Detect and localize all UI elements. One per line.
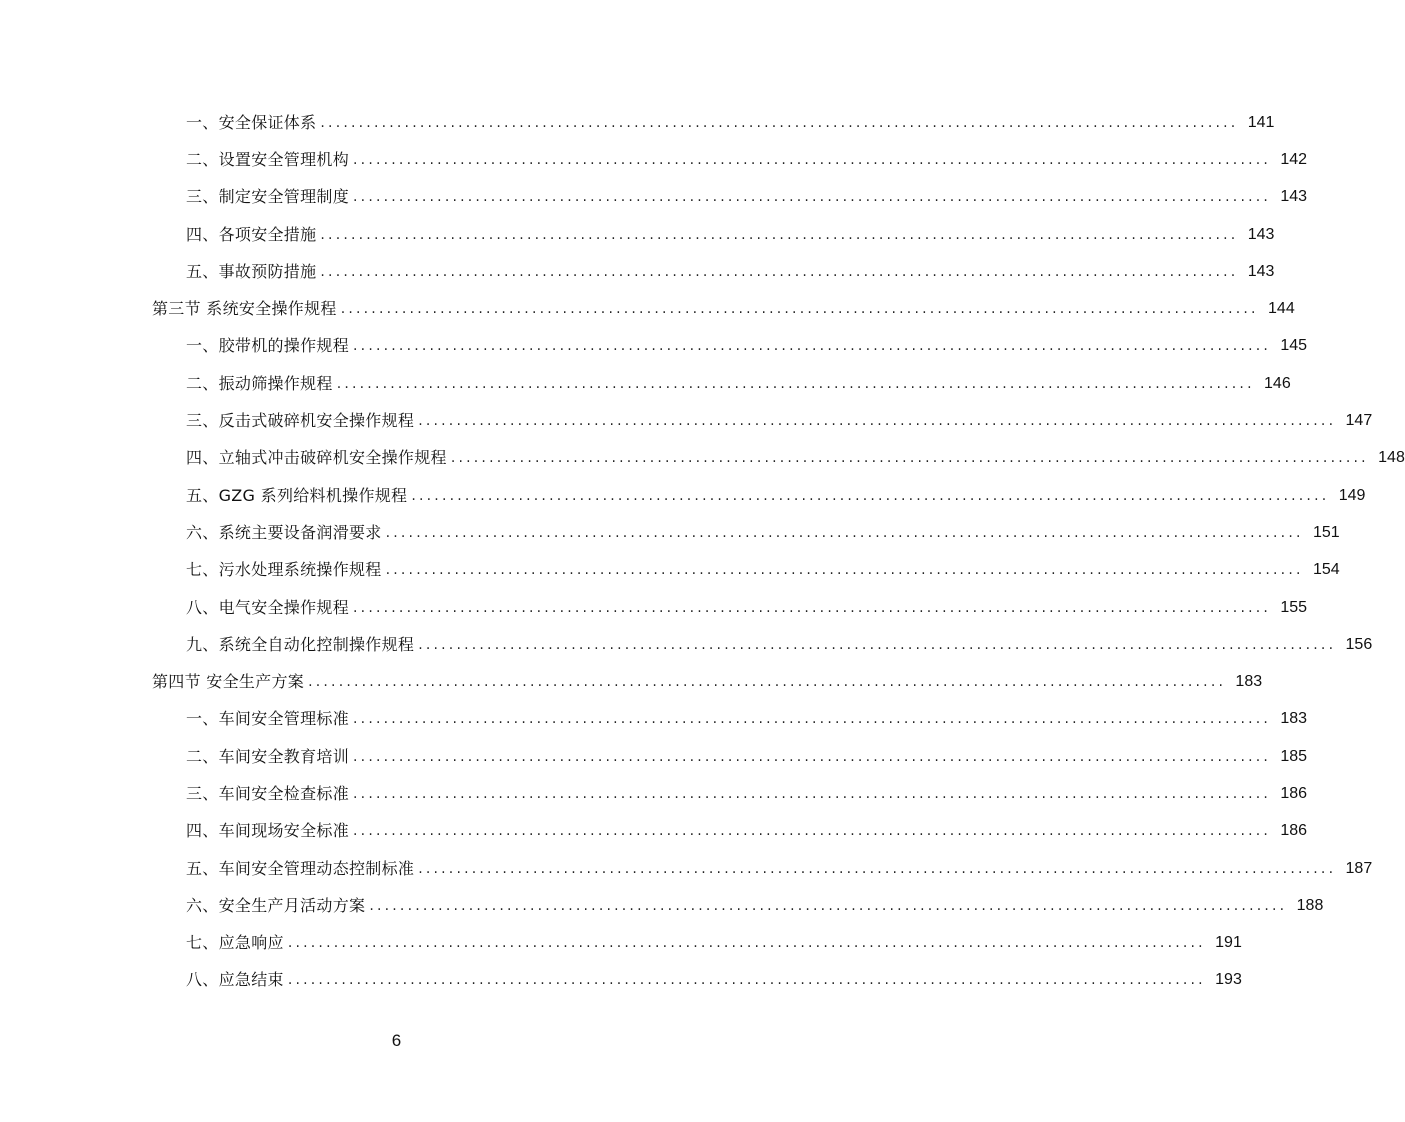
toc-entry-page-number: 146 (1264, 374, 1291, 392)
toc-entry-page-number: 142 (1280, 150, 1308, 168)
toc-dot-leader: ........................................................................................................................ (353, 189, 1272, 206)
toc-entry-title: 三、车间安全检查标准 (186, 783, 350, 803)
toc-entry[interactable] (0, 440, 1405, 477)
toc-entry-title: 七、应急响应 (186, 933, 284, 953)
toc-entry-page-number: 193 (1215, 971, 1242, 989)
toc-entry-title: 四、各项安全措施 (186, 224, 317, 244)
toc-entry[interactable] (0, 626, 1373, 663)
toc-dot-leader: ........................................................................................................................ (418, 636, 1337, 653)
toc-entry-title: 一、安全保证体系 (186, 112, 317, 132)
toc-dot-leader: ........................................................................................................................ (450, 450, 1369, 467)
toc-entry-title: 第四节 安全生产方案 (152, 672, 305, 692)
toc-entry-page-number: 183 (1235, 673, 1263, 691)
toc-dot-leader: ........................................................................................................................ (308, 674, 1227, 691)
toc-entry[interactable] (0, 925, 1242, 962)
toc-entry[interactable] (0, 514, 1340, 551)
toc-entry[interactable] (0, 328, 1308, 365)
toc-entry-page-number: 191 (1215, 934, 1242, 952)
toc-entry[interactable] (0, 216, 1275, 253)
toc-section-heading[interactable] (0, 290, 1295, 327)
toc-entry-title: 九、系统全自动化控制操作规程 (186, 634, 415, 654)
toc-entry-title: 八、电气安全操作规程 (186, 597, 350, 617)
toc-entry[interactable] (0, 179, 1308, 216)
toc-entry[interactable] (0, 962, 1242, 999)
toc-dot-leader: ........................................................................................................................ (369, 897, 1288, 914)
toc-entry[interactable] (0, 738, 1308, 775)
toc-entry-page-number: 156 (1345, 635, 1373, 653)
toc-entry[interactable] (0, 141, 1308, 178)
toc-entry[interactable] (0, 775, 1308, 812)
toc-entry-title: 六、安全生产月活动方案 (186, 895, 366, 915)
toc-entry[interactable] (0, 477, 1366, 514)
toc-entry-page-number: 149 (1338, 486, 1366, 504)
toc-entry-page-number: 155 (1280, 598, 1308, 616)
toc-entry[interactable] (0, 253, 1275, 290)
toc-entry-title: 五、GZG 系列给料机操作规程 (186, 485, 408, 505)
toc-entry-page-number: 186 (1280, 822, 1308, 840)
toc-dot-leader: ........................................................................................................................ (353, 748, 1272, 765)
toc-entry-page-number: 183 (1280, 710, 1308, 728)
toc-entry[interactable] (0, 104, 1275, 141)
toc-dot-leader: ........................................................................................................................ (385, 562, 1304, 579)
toc-dot-leader: ........................................................................................................................ (353, 823, 1272, 840)
toc-entry-page-number: 145 (1280, 337, 1308, 355)
toc-dot-leader: ........................................................................................................................ (385, 524, 1304, 541)
toc-entry[interactable] (0, 402, 1373, 439)
toc-entry-title: 五、车间安全管理动态控制标准 (186, 858, 415, 878)
toc-entry-page-number: 147 (1345, 412, 1373, 430)
toc-entry-title: 二、车间安全教育培训 (186, 746, 350, 766)
toc-entry-title: 六、系统主要设备润滑要求 (186, 522, 382, 542)
toc-entry-page-number: 185 (1280, 747, 1308, 765)
toc-entry[interactable] (0, 813, 1308, 850)
toc-entry-page-number: 141 (1247, 113, 1275, 131)
toc-entry-page-number: 187 (1345, 859, 1373, 877)
toc-entry[interactable] (0, 365, 1291, 402)
toc-entry-title: 三、制定安全管理制度 (186, 187, 350, 207)
toc-entry-page-number: 143 (1247, 225, 1275, 243)
toc-dot-leader: ........................................................................................................................ (287, 972, 1206, 989)
toc-dot-leader: ........................................................................................................................ (320, 263, 1239, 280)
toc-dot-leader: ........................................................................................................................ (353, 711, 1272, 728)
table-of-contents (0, 104, 1405, 999)
toc-entry-title: 七、污水处理系统操作规程 (186, 560, 382, 580)
toc-dot-leader: ........................................................................................................................ (418, 860, 1337, 877)
toc-dot-leader: ........................................................................................................................ (287, 935, 1206, 952)
toc-dot-leader: ........................................................................................................................ (320, 226, 1239, 243)
toc-entry-page-number: 144 (1268, 300, 1295, 318)
page-number: 6 (391, 1031, 402, 1050)
toc-entry-title: 八、应急结束 (186, 970, 284, 990)
toc-dot-leader: ........................................................................................................................ (353, 151, 1272, 168)
toc-entry-title: 二、振动筛操作规程 (186, 373, 333, 393)
toc-entry-page-number: 188 (1296, 896, 1324, 914)
toc-section-heading[interactable] (0, 663, 1263, 700)
toc-dot-leader: ........................................................................................................................ (336, 375, 1255, 392)
toc-entry-page-number: 154 (1312, 561, 1340, 579)
toc-entry-title: 二、设置安全管理机构 (186, 149, 350, 169)
toc-entry-title: 第三节 系统安全操作规程 (152, 299, 337, 319)
toc-entry-page-number: 186 (1280, 784, 1308, 802)
toc-entry-title: 四、立轴式冲击破碎机安全操作规程 (186, 448, 447, 468)
toc-entry[interactable] (0, 552, 1340, 589)
toc-entry-title: 五、事故预防措施 (186, 261, 317, 281)
toc-dot-leader: ........................................................................................................................ (353, 338, 1272, 355)
toc-entry[interactable] (0, 589, 1308, 626)
toc-dot-leader: ........................................................................................................................ (353, 785, 1272, 802)
toc-entry[interactable] (0, 850, 1373, 887)
toc-entry-title: 四、车间现场安全标准 (186, 821, 350, 841)
toc-dot-leader: ........................................................................................................................ (411, 487, 1330, 504)
toc-dot-leader: ........................................................................................................................ (418, 413, 1337, 430)
toc-entry[interactable] (0, 701, 1308, 738)
toc-dot-leader: ........................................................................................................................ (320, 114, 1239, 131)
toc-entry-title: 三、反击式破碎机安全操作规程 (186, 411, 415, 431)
toc-entry-title: 一、胶带机的操作规程 (186, 336, 350, 356)
toc-entry[interactable] (0, 887, 1324, 924)
toc-entry-title: 一、车间安全管理标准 (186, 709, 350, 729)
toc-entry-page-number: 148 (1378, 449, 1405, 467)
toc-entry-page-number: 151 (1312, 523, 1340, 541)
toc-entry-page-number: 143 (1280, 188, 1308, 206)
toc-entry-page-number: 143 (1247, 262, 1275, 280)
toc-dot-leader: ........................................................................................................................ (353, 599, 1272, 616)
toc-dot-leader: ........................................................................................................................ (340, 301, 1259, 318)
